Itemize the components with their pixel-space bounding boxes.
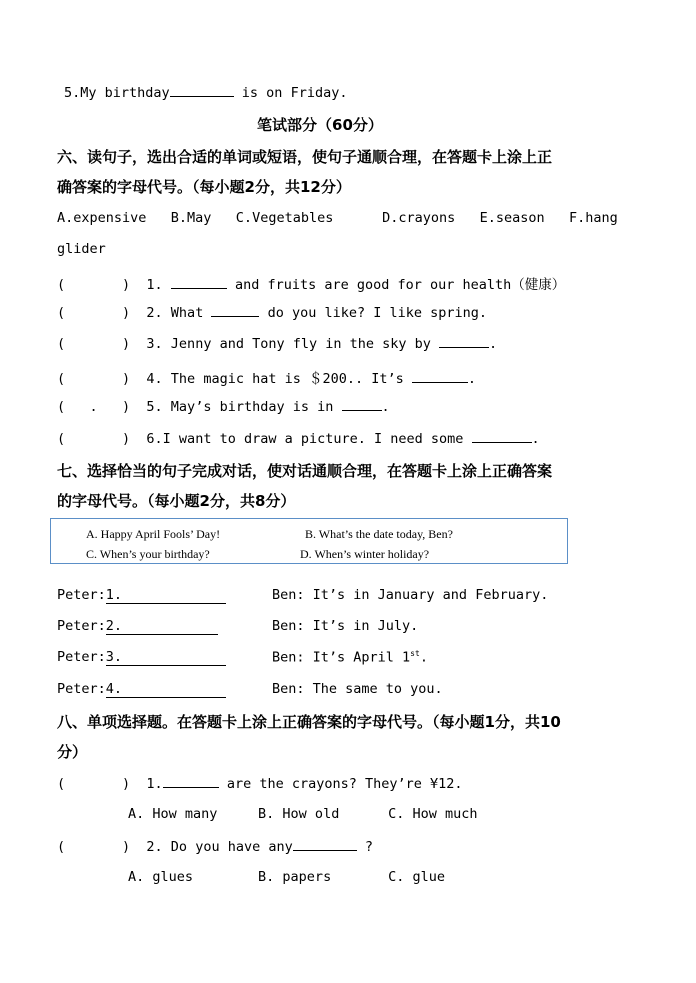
- option-c: C. When’s your birthday?: [86, 547, 210, 561]
- item-text-end: and fruits are good for our health（健康）: [226, 277, 566, 293]
- answer-blank: [293, 838, 357, 851]
- speaker-label: Peter:: [57, 618, 106, 634]
- answer-paren: ( ): [57, 305, 131, 321]
- answer-paren: ( ): [57, 371, 131, 387]
- blank-number: 2.: [105, 618, 123, 634]
- section7-heading-line1: 七、选择恰当的句子完成对话，使对话通顺合理，在答题卡上涂上正确答案: [57, 462, 553, 480]
- answer-blank: [171, 276, 227, 289]
- section6-item-4: [57, 367, 476, 387]
- listen-item-5-suffix: is on Friday.: [233, 85, 348, 101]
- answer-blank: [106, 618, 218, 635]
- section8-q2-choices: A. glues B. papers C. glue: [128, 869, 445, 885]
- section6-item-6: [57, 430, 540, 447]
- answer-blank: [163, 775, 219, 788]
- ordinal-suffix: st: [410, 649, 420, 658]
- answer-paren: ( ): [57, 839, 131, 855]
- item-text-end: do you like? I like spring.: [259, 305, 488, 321]
- speaker-label: Peter:: [57, 649, 106, 665]
- option-d: D. When’s winter holiday?: [300, 547, 430, 561]
- item-text: 2. What: [146, 305, 212, 321]
- answer-blank: [106, 649, 226, 666]
- section8-q1-choices: A. How many B. How old C. How much: [128, 806, 478, 822]
- dialog-row-1: [57, 587, 226, 604]
- section8-heading-line1: 八、单项选择题。在答题卡上涂上正确答案的字母代号。（每小题1分，共10: [57, 713, 561, 731]
- dialog-row-3: [57, 649, 226, 666]
- speaker-label: Peter:: [57, 587, 106, 603]
- blank-number: 3.: [105, 649, 123, 665]
- section6-item-5: [57, 398, 390, 415]
- section8-q2: [57, 838, 373, 855]
- answer-paren: ( ): [57, 277, 131, 293]
- item-text: 6.I want to draw a picture. I need some: [146, 431, 472, 447]
- item-text: 1.: [146, 277, 171, 293]
- option-b: B. What’s the date today, Ben?: [305, 527, 453, 541]
- answer-blank: [412, 370, 468, 383]
- answer-paren: ( ): [57, 776, 131, 792]
- answer-blank: [342, 398, 382, 411]
- answer-blank: [472, 430, 532, 443]
- section8-heading-line2: 分）: [57, 743, 88, 761]
- item-text: 3. Jenny and Tony fly in the sky by: [146, 336, 440, 352]
- item-text-end: ?: [356, 839, 373, 855]
- section8-q1: [57, 775, 463, 792]
- listen-item-5-prefix: 5.My birthday: [64, 85, 170, 101]
- item-text: 1.: [146, 776, 163, 792]
- listen-item-5: [64, 84, 347, 101]
- item-text: 4. The magic hat is ＄200.. It’s: [146, 371, 412, 387]
- dialog-reply-1: Ben: It’s in January and February.: [272, 587, 549, 603]
- answer-paren: ( . ): [57, 399, 131, 415]
- item-text-end: are the crayons? They’re ¥12.: [218, 776, 463, 792]
- answer-paren: ( ): [57, 336, 131, 352]
- dialog-reply-4: Ben: The same to you.: [272, 681, 443, 697]
- answer-blank: [439, 335, 489, 348]
- section6-item-3: [57, 335, 497, 352]
- answer-blank: [106, 587, 226, 604]
- dialog-reply-3: [272, 649, 428, 666]
- item-text-end: .: [381, 399, 390, 415]
- section6-options-line2: glider: [57, 241, 106, 257]
- dialog-row-4: [57, 681, 226, 698]
- dialog-row-2: [57, 618, 218, 635]
- answer-blank: [170, 84, 234, 97]
- item-text-end: .: [467, 371, 477, 387]
- item-text-end: .: [489, 336, 498, 352]
- reply-text: Ben: It’s April 1: [272, 649, 411, 666]
- answer-paren: ( ): [57, 431, 131, 447]
- section6-heading-line2: 确答案的字母代号。（每小题2分，共12分）: [57, 178, 351, 196]
- section6-item-2: [57, 304, 487, 321]
- speaker-label: Peter:: [57, 681, 106, 697]
- reply-tail: .: [419, 649, 428, 666]
- blank-number: 1.: [105, 587, 123, 603]
- blank-number: 4.: [105, 681, 123, 697]
- dialog-reply-2: Ben: It’s in July.: [272, 618, 419, 634]
- section6-options-line1: A.expensive B.May C.Vegetables D.crayons E.season F.hang: [57, 210, 618, 226]
- item-text: 2. Do you have any: [146, 839, 293, 855]
- answer-blank: [211, 304, 259, 317]
- item-text-end: .: [531, 431, 540, 447]
- section7-heading-line2: 的字母代号。（每小题2分，共8分）: [57, 492, 296, 510]
- section6-heading-line1: 六、读句子，选出合适的单词或短语，使句子通顺合理，在答题卡上涂上正: [57, 148, 553, 166]
- answer-blank: [106, 681, 226, 698]
- section6-item-1: [57, 273, 565, 293]
- item-text: 5. May’s birthday is in: [146, 399, 342, 415]
- option-a: A. Happy April Fools’ Day!: [86, 527, 221, 541]
- written-section-title: 笔试部分（60分）: [257, 116, 383, 134]
